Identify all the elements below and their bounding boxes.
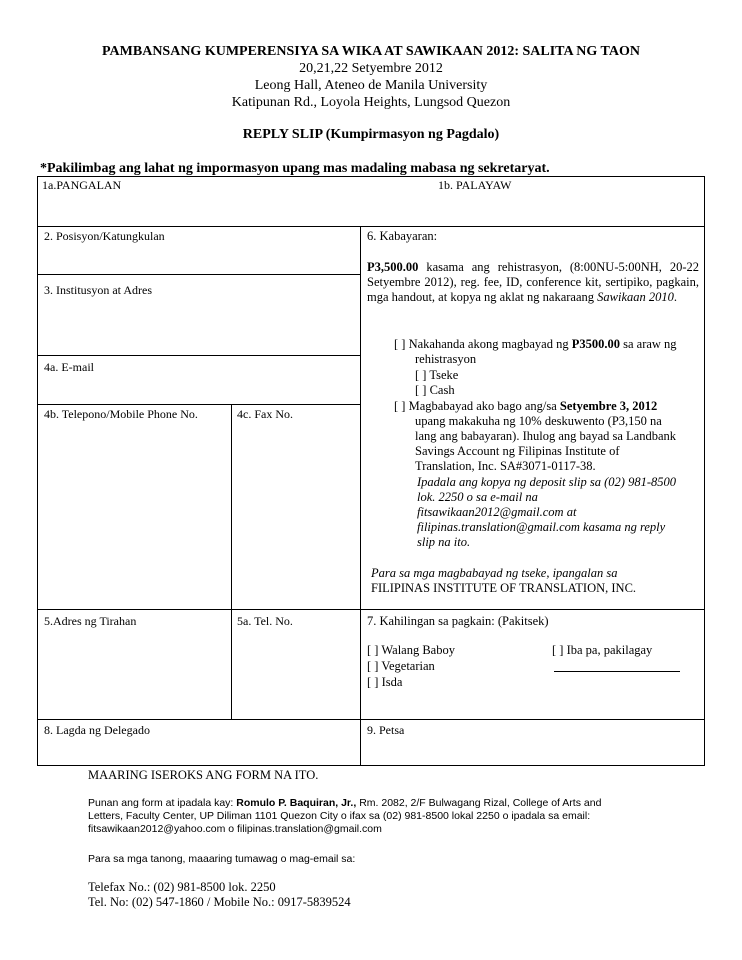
option-registration-line: rehistrasyon — [415, 352, 477, 366]
deposit-instruction: filipinas.translation@gmail.com kasama ng reply — [417, 520, 666, 534]
option-pay-at-registration[interactable]: [ ] Nakahanda akong magbayad ng P3500.00 sa araw ng — [394, 337, 677, 351]
deposit-instruction: slip na ito. — [417, 535, 471, 549]
reply-slip-title: REPLY SLIP (Kumpirmasyon ng Pagdalo) — [242, 127, 500, 142]
row-divider — [38, 719, 704, 720]
check-payee-name: FILIPINAS INSTITUTE OF TRANSLATION, INC. — [371, 581, 637, 595]
field-name[interactable]: 1a.PANGALAN — [42, 178, 122, 192]
field-nickname[interactable]: 1b. PALAYAW — [438, 178, 512, 192]
field-home-tel[interactable]: 5a. Tel. No. — [237, 614, 293, 628]
reply-slip-form — [37, 176, 705, 766]
checkbox-other[interactable]: [ ] Iba pa, pakilagay — [552, 643, 653, 657]
telefax-number: Telefax No.: (02) 981-8500 lok. 2250 — [88, 880, 276, 894]
row-divider — [38, 226, 704, 227]
early-payment-line: upang makakuha ng 10% deskuwento (P3,150 na — [415, 414, 662, 428]
questions-note: Para sa mga tanong, maaaring tumawag o mag-email sa: — [88, 853, 356, 865]
field-phone[interactable]: 4b. Telepono/Mobile Phone No. — [44, 407, 198, 421]
field-position[interactable]: 2. Posisyon/Katungkulan — [44, 229, 165, 243]
deposit-instruction: Ipadala ang kopya ng deposit slip sa (02) 981-8500 — [417, 475, 677, 489]
conference-dates: 20,21,22 Setyembre 2012 — [299, 61, 443, 76]
column-divider — [360, 226, 361, 765]
food-label: 7. Kahilingan sa pagkain: (Pakitsek) — [367, 614, 549, 628]
checkbox-vegetarian[interactable]: [ ] Vegetarian — [367, 659, 435, 673]
early-payment-line: Savings Account ng Filipinas Institute of — [415, 444, 620, 458]
checkbox-cash[interactable]: [ ] Cash — [415, 383, 455, 397]
other-food-input-line[interactable] — [554, 671, 680, 672]
row-divider — [38, 404, 360, 405]
print-instruction: *Pakilimbag ang lahat ng impormasyon upang mas madaling mabasa ng sekretaryat. — [40, 161, 550, 176]
payment-description: P3,500.00 kasama ang rehistrasyon, (8:00NU-5:00NH, 20-22 Setyembre 2012), reg. fee, ID, conference kit, sertipiko, pagkain, mga handout, at kopya ng aklat ng nakaraang Sawikaan 2010. — [367, 260, 699, 304]
deposit-instruction: lok. 2250 o sa e-mail na — [417, 490, 538, 504]
column-divider — [231, 404, 232, 609]
contact-numbers: Tel. No: (02) 547-1860 / Mobile No.: 0917-5839524 — [88, 895, 351, 909]
payment-label: 6. Kabayaran: — [367, 229, 438, 243]
field-fax[interactable]: 4c. Fax No. — [237, 407, 293, 421]
conference-address: Katipunan Rd., Loyola Heights, Lungsod Quezon — [231, 95, 511, 110]
field-institution-address[interactable]: 3. Institusyon at Adres — [44, 283, 152, 297]
checkbox-fish[interactable]: [ ] Isda — [367, 675, 403, 689]
checkbox-check[interactable]: [ ] Tseke — [415, 368, 459, 382]
row-divider — [38, 274, 360, 275]
early-payment-line: lang ang babayaran). Ihulog ang bayad sa Landbank — [415, 429, 677, 443]
column-divider — [231, 609, 232, 719]
xerox-note: MAARING ISEROKS ANG FORM NA ITO. — [88, 768, 319, 782]
row-divider — [38, 355, 360, 356]
submission-instruction: Punan ang form at ipadala kay: Romulo P. Baquiran, Jr., Rm. 2082, 2/F Bulwagang Rizal, College of Arts and Letters, Faculty Center, UP Diliman 1101 Quezon City o ifax sa (02) 981-8500 lokal 2250 o ipadala sa email: fitsawikaan2012@yahoo.com o filipinas.translation@gmail.com — [88, 797, 602, 835]
field-date[interactable]: 9. Petsa — [367, 723, 405, 737]
field-home-address[interactable]: 5.Adres ng Tirahan — [44, 614, 137, 628]
conference-venue: Leong Hall, Ateneo de Manila University — [254, 78, 488, 93]
checkbox-no-pork[interactable]: [ ] Walang Baboy — [367, 643, 455, 657]
early-payment-line: Translation, Inc. SA#3071-0117-38. — [415, 459, 596, 473]
row-divider — [38, 609, 704, 610]
field-email[interactable]: 4a. E-mail — [44, 360, 94, 374]
check-payee-note: Para sa mga magbabayad ng tseke, ipangalan sa — [371, 566, 618, 580]
deposit-instruction: fitsawikaan2012@gmail.com at — [417, 505, 577, 519]
field-signature[interactable]: 8. Lagda ng Delegado — [44, 723, 150, 737]
payment-amount: P3,500.00 — [367, 260, 419, 274]
document-title: PAMBANSANG KUMPERENSIYA SA WIKA AT SAWIKAAN 2012: SALITA NG TAON — [102, 44, 640, 59]
option-early-payment[interactable]: [ ] Magbabayad ako bago ang/sa Setyembre 3, 2012 — [394, 399, 658, 413]
